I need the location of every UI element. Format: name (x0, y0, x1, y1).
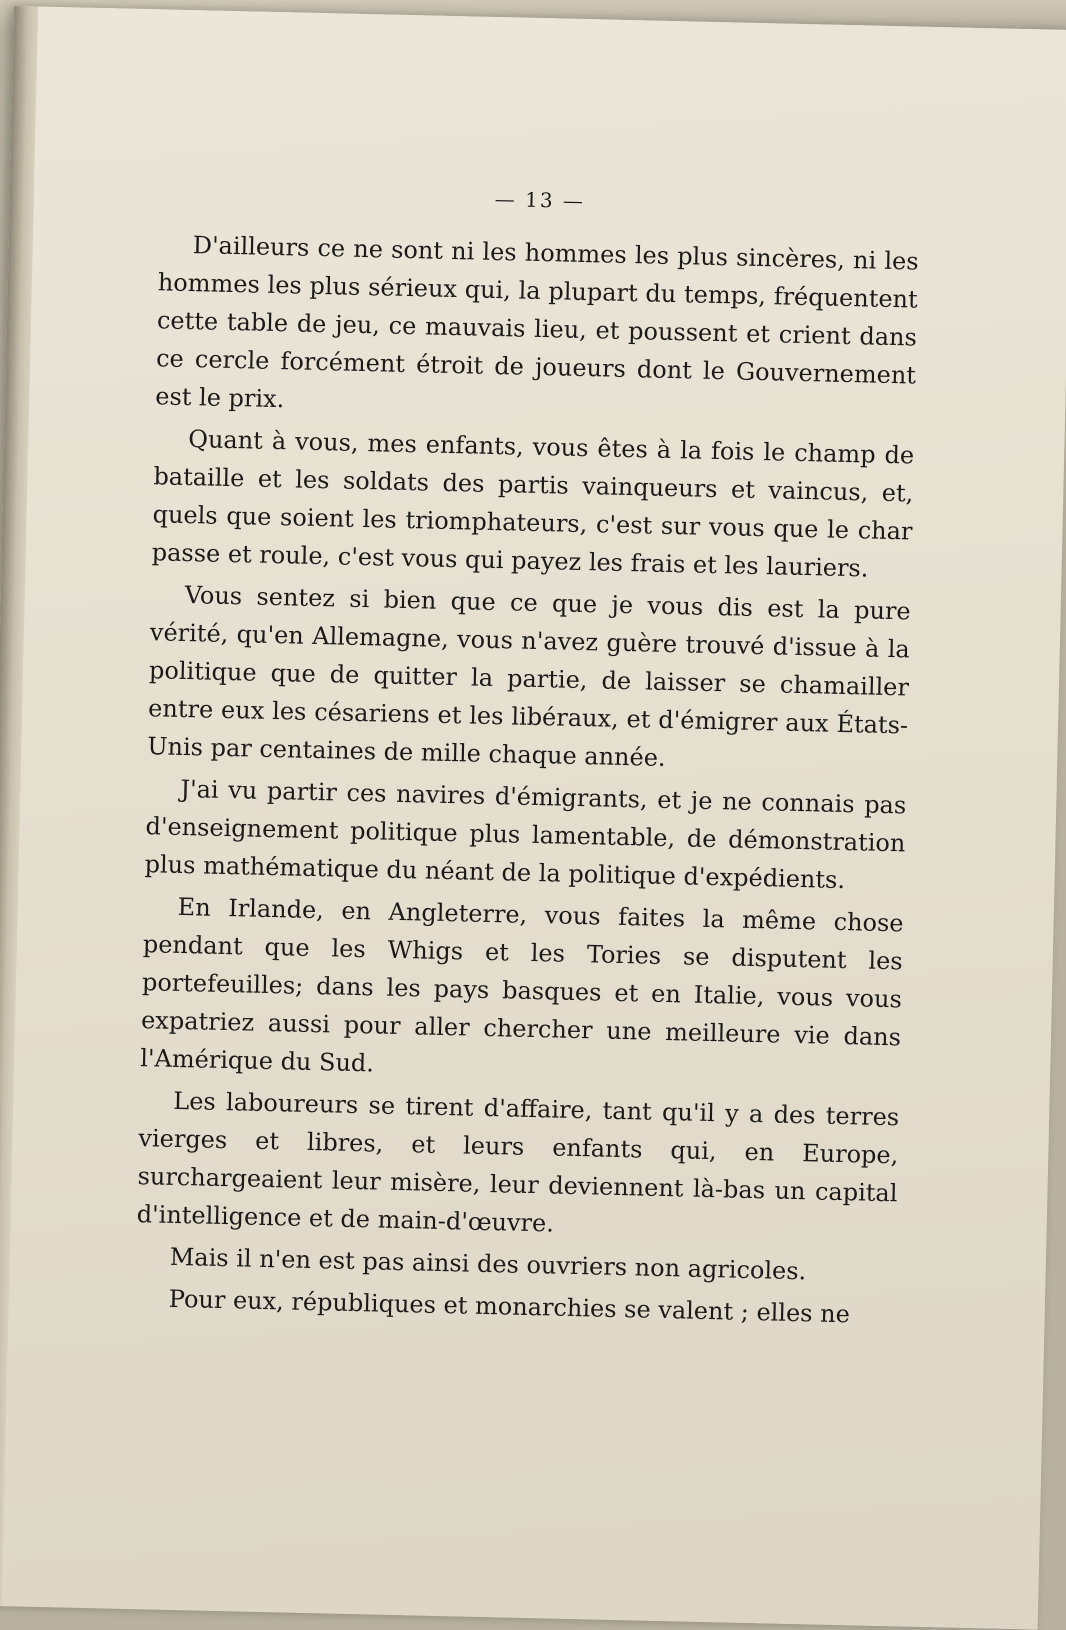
book-page (0, 6, 1066, 1630)
paragraph-2: Quant à vous, mes enfants, vous êtes à la fois le champ de bataille et les soldats des partis vainqueurs et vaincus, et, quels que soient les triomphateurs, c'est sur vous que le char passe et roule, c'est vous qui payez les frais et les lauriers. (151, 425, 915, 583)
page-left-edge (0, 6, 38, 1606)
paragraph-7: Mais il n'en est pas ainsi des ouvriers non agricoles. (169, 1242, 807, 1286)
paragraph-5: En Irlande, en Angleterre, vous faites la même chose pendant que les Whigs et les Tories se disputent les portefeuilles; dans les pays basques et en Italie, vous vous expatriez aussi pour aller chercher une meilleure vie dans l'Amérique du Sud. (139, 892, 904, 1078)
page-number: — 13 — (494, 186, 586, 213)
paragraph-6: Les laboureurs se tirent d'affaire, tant qu'il y a des terres vierges et libres, et leurs enfants qui, en Europe, surchargeaient leur misère, leur deviennent là-bas un capital d'intelligence et de main-d'œuvre. (136, 1086, 900, 1238)
paragraph-4: J'ai vu partir ces navires d'émigrants, et je ne connais pas d'enseignement politique plus lamentable, de démonstration plus mathématique du néant de la politique d'expédients. (144, 774, 907, 895)
page-text (134, 179, 920, 1338)
paragraph-1: D'ailleurs ce ne sont ni les hommes les plus sincères, ni les hommes les plus sérieux qui, la plupart du temps, fréquentent cette table de jeu, ce mauvais lieu, et poussent et crient dans ce cercle forcément étroit de joueurs dont le Gouvernement est le prix. (155, 231, 919, 414)
paragraph-3: Vous sentez si bien que ce que je vous dis est la pure vérité, qu'en Allemagne, vous n'avez guère trouvé d'issue à la politique que de quitter la partie, de laisser se chamailler entre eux les césariens et les libéraux, et d'émigrer aux États-Unis par centaines de mille chaque année. (147, 581, 911, 772)
paragraph-8: Pour eux, républiques et monarchies se valent ; elles ne (168, 1284, 851, 1329)
